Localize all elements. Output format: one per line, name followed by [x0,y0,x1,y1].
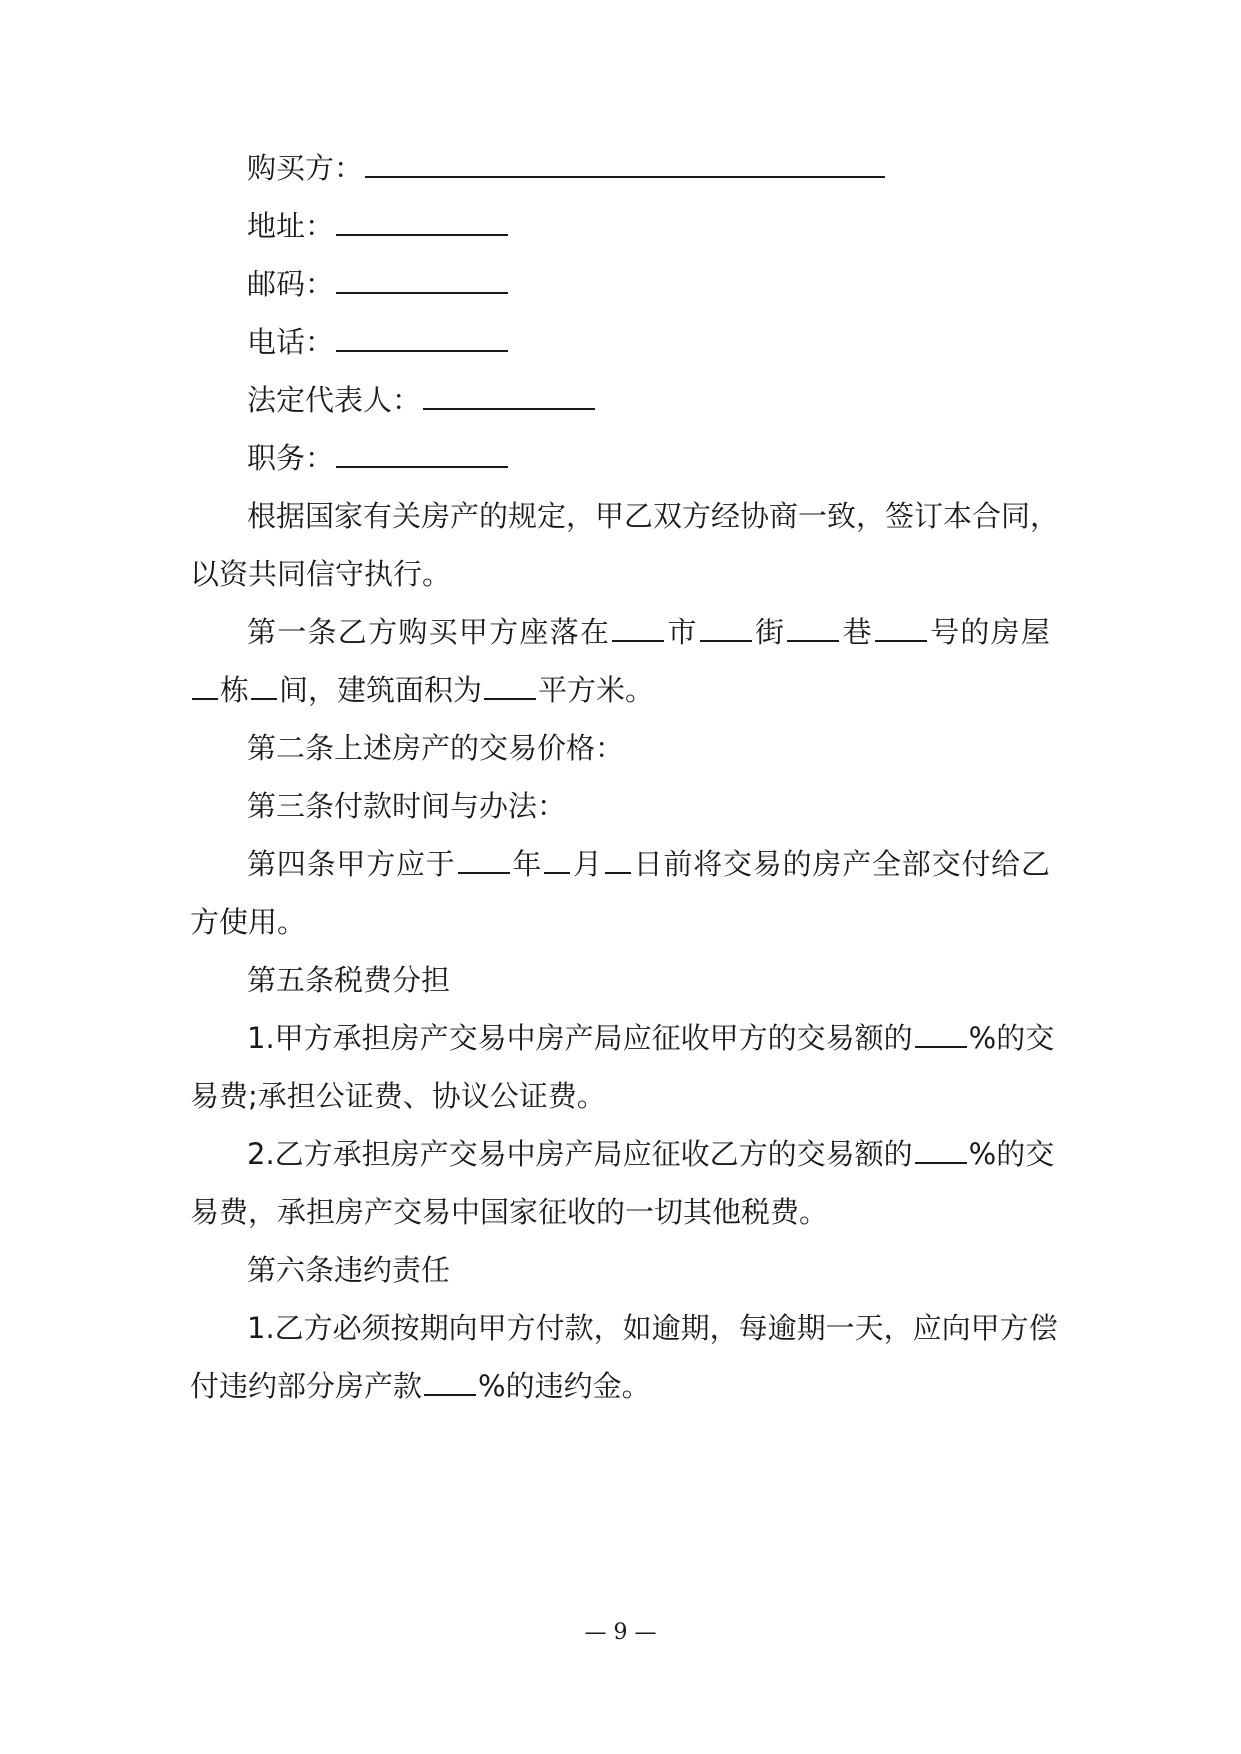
penalty-blank [424,1368,476,1396]
legal-rep-blank [423,382,595,410]
article-1-area: 间，建筑面积为 [279,673,483,707]
position-label: 职务： [247,441,335,475]
address-line [247,206,1050,246]
article-1-city: 市 [666,615,698,649]
article-2: 第二条上述房产的交易价格： [247,731,625,765]
article-5-title: 第五条税费分担 [247,963,451,997]
article-5-item-2-line-1 [247,1134,1055,1174]
article-1-unit: 平方米。 [538,673,655,707]
postcode-line [247,264,1050,304]
address-blank [336,208,508,236]
lane-blank [787,614,839,642]
article-6-item-1-line-2 [190,1366,1050,1406]
intro-line-2: 以资共同信守执行。 [190,557,452,591]
article-4-delivery: 日前将交易的房产全部交付给乙 [632,847,1050,881]
article-1-street: 街 [753,615,786,649]
area-blank [484,672,536,700]
month-blank [544,846,570,874]
article-5-item-1-line-2: 易费;承担公证费、协议公证费。 [190,1079,606,1113]
article-5-item-1-text: 1.甲方承担房产交易中房产局应征收甲方的交易额的 [247,1021,913,1055]
phone-label: 电话： [247,325,335,359]
article-1-lane: 巷 [841,615,873,649]
article-1-line-1 [247,612,1050,652]
article-1-line-2 [190,670,1050,710]
article-4-line-2: 方使用。 [190,905,307,939]
buyer-fee-blank [915,1136,967,1164]
day-blank [605,846,631,874]
buyer-blank [365,150,885,178]
building-blank [192,672,218,700]
year-blank [458,846,510,874]
article-4-line-1 [247,844,1050,884]
postcode-label: 邮码： [247,267,335,301]
article-5-item-2-line-2: 易费，承担房产交易中国家征收的一切其他税费。 [190,1195,829,1229]
article-1-house: 号的房屋 [928,615,1050,649]
article-4-month: 月 [572,847,603,881]
article-4-year: 年 [511,847,543,881]
street-blank [700,614,752,642]
article-6-item-1-percent: %的违约金。 [478,1369,651,1403]
position-line [247,438,1050,478]
intro-line-1: 根据国家有关房产的规定，甲乙双方经协商一致，签订本合同， [247,499,1060,533]
article-5-item-1-percent: %的交 [968,1021,1055,1055]
article-5-item-2-text: 2.乙方承担房产交易中房产局应征收乙方的交易额的 [247,1137,913,1171]
legal-rep-label: 法定代表人： [247,383,422,417]
buyer-line [247,148,1050,188]
article-3: 第三条付款时间与办法： [247,789,567,823]
legal-rep-line [247,380,1050,420]
room-blank [251,672,277,700]
article-6-item-1-text: 付违约部分房产款 [190,1369,423,1403]
article-5-item-2-percent: %的交 [968,1137,1055,1171]
article-5-item-1-line-1 [247,1018,1055,1058]
position-blank [336,440,508,468]
phone-blank [336,324,508,352]
address-label: 地址： [247,209,335,243]
page-number: — 9 — [584,1620,657,1645]
article-1-text: 第一条乙方购买甲方座落在 [247,615,611,649]
seller-fee-blank [915,1020,967,1048]
phone-line [247,322,1050,362]
postcode-blank [336,266,508,294]
article-6-title: 第六条违约责任 [247,1253,451,1287]
buyer-label: 购买方： [247,151,364,185]
city-blank [612,614,664,642]
article-4-text: 第四条甲方应于 [247,847,456,881]
article-6-item-1-line-1: 1.乙方必须按期向甲方付款，如逾期，每逾期一天，应向甲方偿 [247,1311,1058,1345]
number-blank [875,614,927,642]
article-1-building: 栋 [220,673,250,707]
